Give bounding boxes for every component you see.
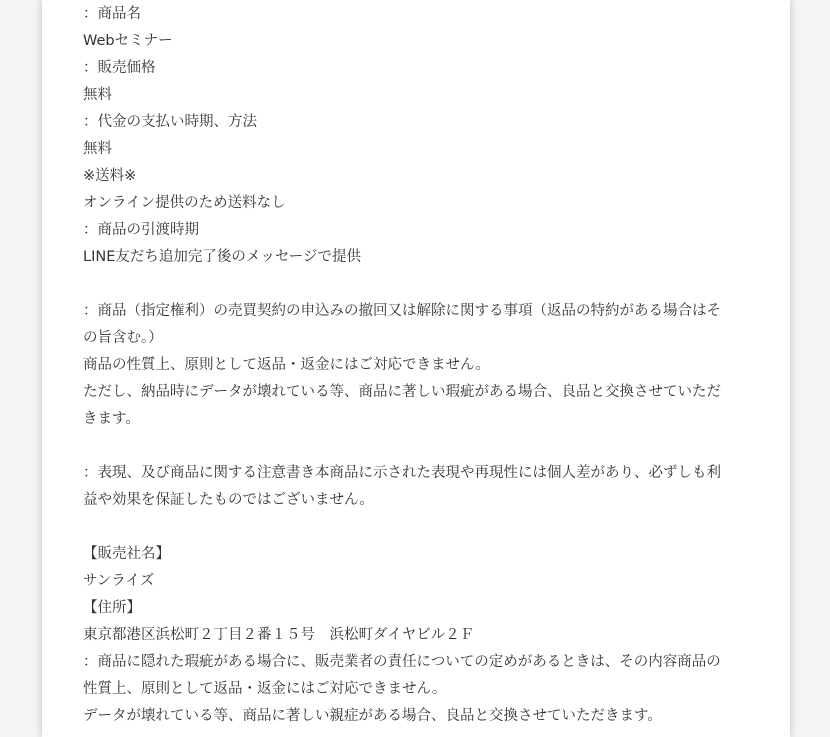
text-line: ：商品の引渡時期 xyxy=(83,222,199,238)
text-line: LINE友だち追加完了後のメッセージで提供 xyxy=(83,249,361,265)
text-line: Webセミナー xyxy=(83,33,173,49)
text-line: きます。 xyxy=(83,411,140,427)
content-card xyxy=(42,0,790,737)
text-line: データが壊れている等、商品に著しい親症がある場合、良品と交換させていただきます。 xyxy=(83,708,662,724)
text-line: 【住所】 xyxy=(83,600,141,616)
text-line: の旨含む。） xyxy=(83,330,163,346)
text-line: 無料 xyxy=(83,87,112,103)
text-line: 性質上、原則として返品・返金にはご対応できません。 xyxy=(83,681,447,697)
text-line: ただし、納品時にデータが壊れている等、商品に著しい瑕疵がある場合、良品と交換させていただ xyxy=(83,384,721,400)
text-line: ：代金の支払い時期、方法 xyxy=(83,114,257,130)
blank-line xyxy=(83,433,750,460)
text-line: ：商品に隠れた瑕疵がある場合に、販売業者の責任についての定めがあるときは、その内容商品の xyxy=(83,654,721,670)
text-line: 東京都港区浜松町２丁目２番１５号 浜松町ダイヤビル２Ｆ xyxy=(83,627,475,643)
text-line: ：商品名 xyxy=(83,6,141,22)
text-line: ：販売価格 xyxy=(83,60,156,76)
text-line: ：表現、及び商品に関する注意書き本商品に示された表現や再現性には個人差があり、必ずしも利 xyxy=(83,465,721,481)
blank-line xyxy=(83,271,750,298)
text-line: オンライン提供のため送料なし xyxy=(83,195,286,211)
text-line: 商品の性質上、原則として返品・返金にはご対応できません。 xyxy=(83,357,490,373)
text-line: 益や効果を保証したものではございません。 xyxy=(83,492,374,508)
text-line: ：商品（指定権利）の売買契約の申込みの撤回又は解除に関する事項（返品の特約がある場合はそ xyxy=(83,303,721,319)
text-line: 【販売社名】 xyxy=(83,546,170,562)
text-line: ※送料※ xyxy=(83,168,137,184)
blank-line xyxy=(83,514,750,541)
text-line: サンライズ xyxy=(83,573,155,589)
text-line: 無料 xyxy=(83,141,112,157)
